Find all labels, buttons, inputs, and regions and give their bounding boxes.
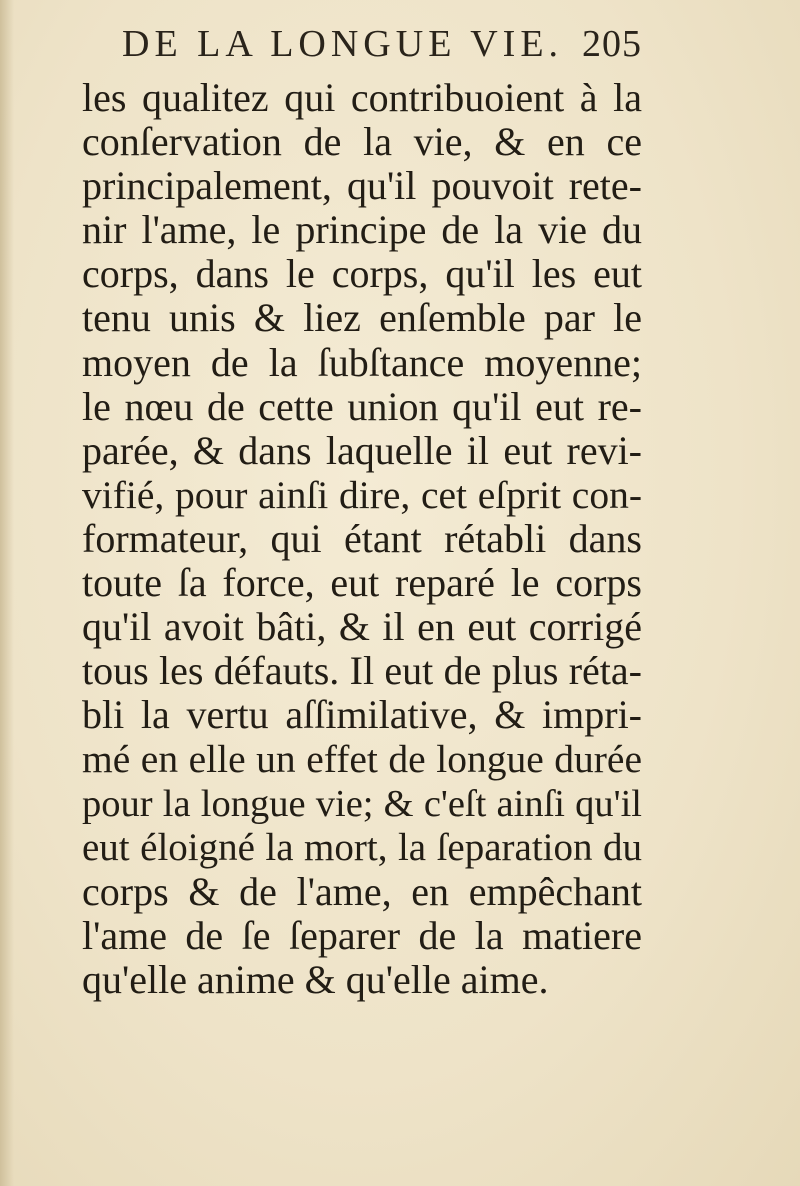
- text-line: qu'il avoit bâti, & il en eut corrigé: [82, 604, 642, 650]
- text-line: conſervation de la vie, & en ce: [82, 119, 642, 165]
- text-line: l'ame de ſe ſeparer de la matiere: [82, 912, 642, 958]
- text-line: les qualitez qui contribuoient à la: [82, 75, 642, 120]
- text-line: toute ſa force, eut reparé le corps: [82, 560, 642, 606]
- running-head-title: DE LA LONGUE VIE.: [122, 23, 564, 65]
- text-line: eut éloigné la mort, la ſeparation du: [82, 825, 642, 869]
- text-line: mé en elle un effet de longue durée: [82, 737, 642, 782]
- text-line: corps, dans le corps, qu'il les eut: [82, 251, 642, 297]
- body-text: [82, 76, 642, 1002]
- text-line: bli la vertu aſſimilative, & impri-: [82, 692, 642, 738]
- text-line: principalement, qu'il pouvoit rete-: [82, 163, 642, 209]
- text-line: parée, & dans laquelle il eut revi-: [82, 427, 642, 473]
- text-line: tous les défauts. Il eut de plus réta-: [82, 648, 642, 694]
- text-line: nir l'ame, le principe de la vie du: [82, 207, 642, 253]
- text-line: pour la longue vie; & c'eſt ainſi qu'il: [82, 782, 642, 825]
- text-line: formateur, qui étant rétabli dans: [82, 515, 642, 561]
- text-line: qu'elle anime & qu'elle aime.: [82, 956, 549, 1002]
- text-line: tenu unis & liez enſemble par le: [82, 295, 642, 341]
- text-line: le nœu de cette union qu'il eut re-: [82, 383, 642, 429]
- text-line: corps & de l'ame, en empêchant: [82, 868, 642, 914]
- running-head: [122, 22, 642, 66]
- page-number: 205: [582, 23, 642, 65]
- text-line: vifié, pour ainſi dire, cet eſprit con-: [82, 472, 642, 517]
- page-gutter-shadow: [0, 0, 14, 1186]
- text-line: moyen de la ſubſtance moyenne;: [82, 339, 642, 385]
